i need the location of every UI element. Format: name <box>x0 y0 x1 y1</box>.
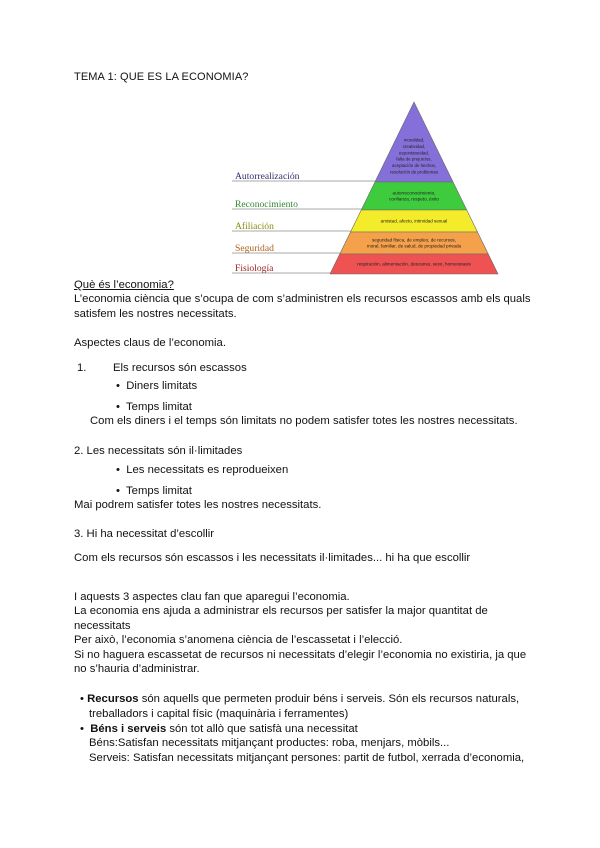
pyramid-level-4-text: seguridad física, de empleo, de recursos, <box>371 237 457 243</box>
summary-line-5: Si no haguera escassetat de recursos ni necessitats d’elegir l’economia no existiria, ja que <box>74 649 527 661</box>
maslow-pyramid <box>232 100 500 276</box>
pyramid-level-2-text: confianza, respeto, éxito <box>389 196 439 202</box>
pyramid-label-3: Afiliación <box>235 221 274 232</box>
aspect2-bullet-2: • Temps limitat <box>116 485 192 497</box>
pyramid-level-2-text: autorreconocimiento, <box>392 190 436 196</box>
aspect1-conclusion: Com els diners i el temps són limitats no podem satisfer totes les nostres necessitats. <box>90 415 518 427</box>
pyramid-level-1-text: falta de prejuicios, <box>396 156 432 162</box>
term-recursos: Recursos <box>87 693 139 705</box>
term-bens-serveis: Béns i serveis <box>90 723 167 735</box>
pyramid-level-4-text: moral, familiar, de salud, de propiedad privada <box>366 243 462 249</box>
summary-line-2: La economia ens ajuda a administrar els recursos per satisfer la major quantitat de <box>74 605 488 617</box>
pyramid-level-1-text: espontaneidad, <box>398 150 430 156</box>
pyramid-level-1-text: moralidad, <box>403 137 425 143</box>
pyramid-level-1-text: resolución de problemas <box>390 169 438 175</box>
definition-bens-sub2: Serveis: Satisfan necessitats mitjançant persones: partit de futbol, xerrada d’economia, <box>89 752 525 764</box>
section-heading-economia: Què és l’economia? <box>74 279 174 291</box>
definition-line-1: L’economia ciència que s’ocupa de com s’administren els recursos escassos amb els quals <box>74 293 531 305</box>
definition-recursos-cont: treballadors i capital físic (maquinària i ferramentes) <box>89 708 349 720</box>
definition-bens: • Béns i serveis són tot allò que satisfà una necessitat <box>80 723 358 735</box>
summary-line-6: no s’hauria d’administrar. <box>74 663 200 675</box>
aspects-heading: Aspectes claus de l’economia. <box>74 337 226 349</box>
pyramid-level-1-text: aceptación de hechos, <box>392 163 436 169</box>
aspect2-bullet-1: • Les necessitats es reprodueixen <box>116 464 289 476</box>
aspect1-title: Els recursos són escassos <box>113 362 247 374</box>
pyramid-label-5: Fisiología <box>235 263 274 274</box>
pyramid-label-4: Seguridad <box>235 243 274 254</box>
pyramid-label-1: Autorrealización <box>235 171 300 182</box>
aspect3-conclusion: Com els recursos són escassos i les necessitats il·limitades... hi ha que escollir <box>74 552 471 564</box>
aspect3-title: 3. Hi ha necessitat d’escollir <box>74 528 215 540</box>
pyramid-level-1-text: creatividad, <box>402 143 426 149</box>
aspect1-bullet-2: • Temps limitat <box>116 401 192 413</box>
definition-bens-sub1: Béns:Satisfan necessitats mitjançant productes: roba, menjars, mòbils... <box>89 737 450 749</box>
summary-line-3: necessitats <box>74 620 131 632</box>
aspect2-title: 2. Les necessitats són il·limitades <box>74 445 243 457</box>
aspect1-bullet-1: • Diners limitats <box>116 380 198 392</box>
aspect1-number: 1. <box>77 362 87 374</box>
pyramid-level-5-text: respiración, alimentación, descanso, sexo, homeostasis <box>357 261 471 267</box>
document-title: TEMA 1: QUE ES LA ECONOMIA? <box>74 71 249 83</box>
summary-line-1: I aquests 3 aspectes clau fan que aparegui l’economia. <box>74 591 350 603</box>
definition-line-2: satisfem les nostres necessitats. <box>74 308 237 320</box>
pyramid-level-3-text: amistad, afecto, intimidad sexual <box>380 218 448 224</box>
summary-line-4: Per això, l’economia s’anomena ciència de l’escassetat i l’elecció. <box>74 634 403 646</box>
definition-recursos: • Recursos són aquells que permeten produir béns i serveis. Són els recursos naturals, <box>80 693 520 705</box>
aspect2-conclusion: Mai podrem satisfer totes les nostres necessitats. <box>74 499 322 511</box>
pyramid-label-2: Reconocimiento <box>235 199 298 210</box>
